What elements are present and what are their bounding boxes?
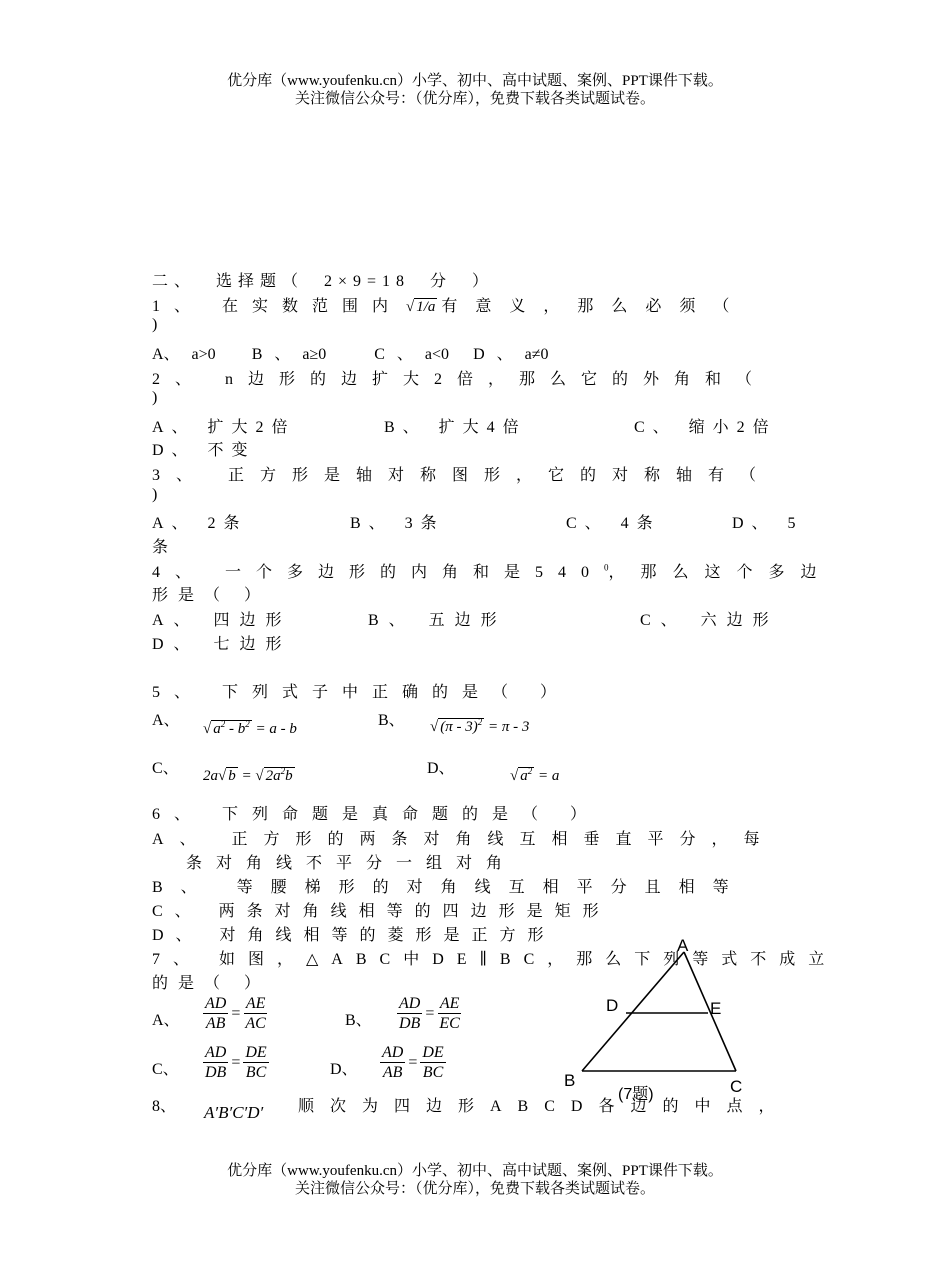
label-a: A (677, 936, 689, 955)
q4-line-2: 形是（ ） (152, 587, 271, 604)
question-5: 5、 下列式子中正确的是（ ） (152, 684, 571, 701)
q7-label-d: D、 (330, 1061, 358, 1078)
header-line-1: 优分库（www.youfenku.cn）小学、初中、高中试题、案例、PPT课件下载。 (227, 73, 723, 89)
triangle-figure (560, 930, 780, 1110)
q6-option-a: A、 正方形的两条对角线互相垂直平分，每 (152, 831, 776, 848)
q7-formula-a: $\frac{AD}{AB}$ = $\frac{AE}{AC}$ (205, 995, 266, 1032)
q1-sqrt: √ 1/a (406, 299, 436, 315)
figure-caption: (7题) (618, 1086, 654, 1103)
q3-close: ) (152, 486, 158, 503)
q6-option-c: C、 两条对角线相等的四边形是矩形 (152, 903, 611, 920)
q5-formula-a: √ $a^2 - b^2 = a - b$ (203, 719, 297, 737)
q4-text: 4、 一个多边形的内角和是540 (152, 564, 605, 581)
section-title: 二、 选择题（ 2×9=18 分 ） (152, 273, 495, 290)
q4-option-a: A、 四边形 (152, 612, 292, 629)
q7-formula-c: $\frac{AD}{DB}$ = $\frac{DE}{BC}$ (205, 1044, 267, 1081)
q4-option-c: C、 六边形 (640, 612, 779, 629)
label-d: D (606, 996, 619, 1015)
footer-line-2: 关注微信公众号：（优分库），免费下载各类试题试卷。 (294, 1181, 655, 1197)
q4-text-2: ，那么这个多边 (608, 564, 833, 581)
q7-label-b: B、 (345, 1012, 372, 1029)
q7-label-c: C、 (152, 1061, 179, 1078)
q7-line-2: 的是（ ） (152, 975, 271, 992)
q6-option-b: B、 等腰梯形的对角线互相平分且相等 (152, 879, 747, 896)
q8-prefix: 8、 (152, 1098, 177, 1115)
q5-formula-c: 2a√ b = √ $2a^2b$ (203, 766, 293, 784)
q1-close: ) (152, 316, 158, 333)
q5-label-d: D、 (427, 760, 455, 777)
q2-option-d: D、 不变 (152, 442, 256, 459)
q1-option-c: C 、 a<0 (374, 346, 450, 363)
q3-option-a: A、 2条 (152, 515, 248, 532)
q1-option-b: B 、 a≥0 (251, 346, 327, 363)
q1-suffix: 有意义，那么必须（ (441, 298, 748, 315)
q3-option-c: C、 4条 (566, 515, 661, 532)
q8-text: 顺次为四边形ABCD各边的中点， (298, 1098, 791, 1115)
header-line-2: 关注微信公众号：（优分库），免费下载各类试题试卷。 (294, 91, 655, 107)
question-3: 3、 正方形是轴对称图形，它的对称轴有（ (152, 467, 773, 484)
q5-formula-d: √ $a^2 = a$ (510, 766, 560, 784)
question-1 (152, 293, 784, 316)
question-4 (152, 559, 833, 582)
label-c: C (730, 1077, 743, 1096)
q5-formula-b: √ (π - 3)$^2$ = π - 3 (430, 717, 530, 735)
q7-formula-b: $\frac{AD}{DB}$ = $\frac{AE}{EC}$ (399, 995, 460, 1032)
q2-option-b: B、 扩大4倍 (384, 419, 527, 436)
q5-label-b: B、 (378, 712, 405, 729)
q1-option-d: D 、 a≠0 (473, 346, 549, 363)
q1-prefix: 1、 在实数范围内 (152, 298, 403, 315)
q5-label-c: C、 (152, 760, 179, 777)
footer-line-1: 优分库（www.youfenku.cn）小学、初中、高中试题、案例、PPT课件下载。 (227, 1163, 723, 1179)
label-b: B (564, 1071, 576, 1090)
q7-formula-d: $\frac{AD}{AB}$ = $\frac{DE}{BC}$ (382, 1044, 444, 1081)
side-ab (582, 952, 684, 1071)
q2-option-a: A、 扩大2倍 (152, 419, 296, 436)
q3-option-b: B、 3条 (350, 515, 445, 532)
question-6: 6、 下列命题是真命题的是（ ） (152, 806, 601, 823)
q4-sup: 0 (604, 562, 609, 573)
q6-option-d: D、 对角线相等的菱形是正方形 (152, 927, 556, 944)
q8-math: A′B′C′D′ (204, 1103, 264, 1122)
q4-option-b: B、 五边形 (368, 612, 507, 629)
q2-close: ) (152, 389, 158, 406)
q3-tail: 条 (152, 539, 169, 556)
q1-options (152, 341, 784, 364)
question-7: 7、 如图，△ABC中DE∥BC，那么下列等式不成立 (152, 951, 838, 968)
q7-label-a: A、 (152, 1012, 180, 1029)
q1-option-a: A、 a>0 (152, 346, 216, 363)
q3-option-d: D、 5 (732, 515, 804, 532)
q5-label-a: A、 (152, 712, 180, 729)
q2-option-c: C、 缩小2倍 (634, 419, 777, 436)
q4-option-d: D、 七边形 (152, 636, 292, 653)
q6-option-a-cont: 条对角线不平分一组对角 (186, 855, 517, 872)
label-e: E (710, 999, 722, 1018)
question-2: 2、 n边形的边扩大2倍，那么它的外角和（ (152, 371, 768, 388)
